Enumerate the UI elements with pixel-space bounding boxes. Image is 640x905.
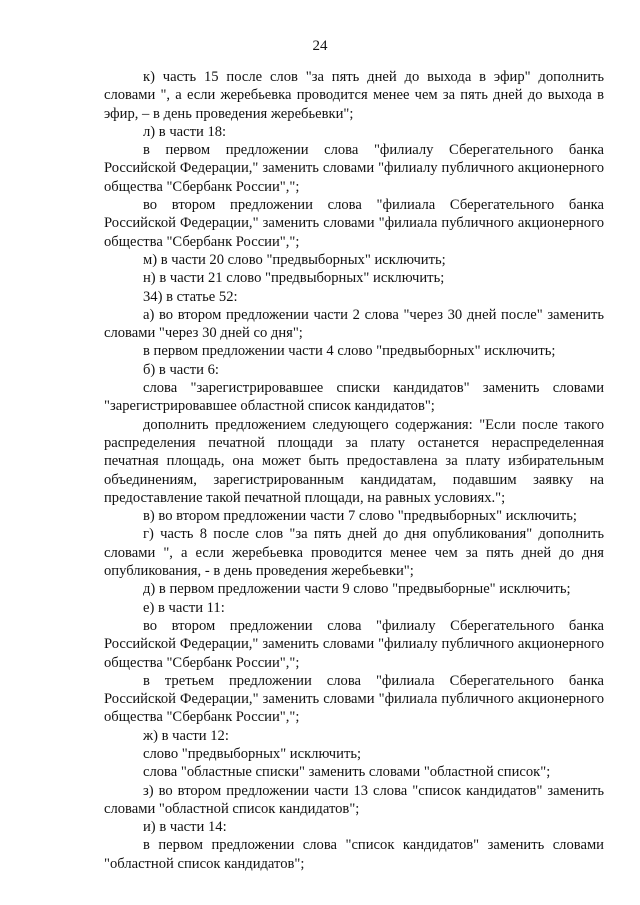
paragraph: в третьем предложении слова "филиала Сберегательного банка Российской Федерации," заменить словами "филиала публичного акционерного общества "Сбербанк России","; [104, 672, 604, 726]
paragraph: во втором предложении слова "филиалу Сберегательного банка Российской Федерации," заменить словами "филиалу публичного акционерного общества "Сбербанк России","; [104, 617, 604, 671]
paragraph: к) часть 15 после слов "за пять дней до выхода в эфир" дополнить словами ", а если жеребьевка проводится менее чем за пять дней до выхода в эфир, – в день проведения жеребьевки"; [104, 69, 604, 122]
paragraph: з) во втором предложении части 13 слова "список кандидатов" заменить словами "областной список кандидатов"; [104, 782, 604, 817]
paragraph: и) в части 14: [143, 819, 227, 836]
paragraph: д) в первом предложении части 9 слово "предвыборные" исключить; [143, 581, 571, 598]
paragraph: слова "областные списки" заменить словами "областной список"; [143, 764, 551, 781]
paragraph: в) во втором предложении части 7 слово "предвыборных" исключить; [143, 508, 577, 525]
document-body [104, 68, 604, 873]
paragraph: м) в части 20 слово "предвыборных" исключить; [143, 251, 446, 268]
paragraph: е) в части 11: [143, 599, 225, 616]
paragraph: слово "предвыборных" исключить; [143, 745, 362, 762]
paragraph: в первом предложении слова "филиалу Сберегательного банка Российской Федерации," заменить словами "филиалу публичного акционерного общества "Сбербанк России","; [104, 142, 604, 195]
paragraph: дополнить предложением следующего содержания: "Если после такого распределения печатной площади за плату останется нераспределенная печатная площадь, она может быть предоставлена за плату избирательным объединениям, зарегистрированным кандидатам, подавшим заявку на предоставление такой печатной площади, на равных условиях."; [104, 416, 604, 506]
paragraph: а) во втором предложении части 2 слова "через 30 дней после" заменить словами "через 30 дней со дня"; [104, 306, 604, 342]
paragraph: слова "зарегистрировавшее списки кандидатов" заменить словами "зарегистрировавшее областной список кандидатов"; [104, 380, 604, 415]
paragraph: 34) в статье 52: [143, 288, 238, 305]
paragraph: ж) в части 12: [143, 727, 229, 744]
paragraph: б) в части 6: [143, 361, 219, 378]
paragraph: в первом предложении части 4 слово "предвыборных" исключить; [143, 343, 556, 360]
paragraph: г) часть 8 после слов "за пять дней до дня опубликования" дополнить словами ", а если жеребьевка проводится менее чем за пять дней до дня опубликования, - в день проведения жеребьевки"; [104, 526, 604, 580]
paragraph: л) в части 18: [143, 123, 227, 140]
paragraph: н) в части 21 слово "предвыборных" исключить; [143, 270, 445, 287]
page-number: 24 [312, 38, 328, 54]
paragraph: во втором предложении слова "филиала Сберегательного банка Российской Федерации," заменить словами "филиала публичного акционерного общества "Сбербанк России","; [104, 197, 604, 250]
paragraph: в первом предложении слова "список кандидатов" заменить словами "областной список кандидатов"; [104, 837, 604, 872]
